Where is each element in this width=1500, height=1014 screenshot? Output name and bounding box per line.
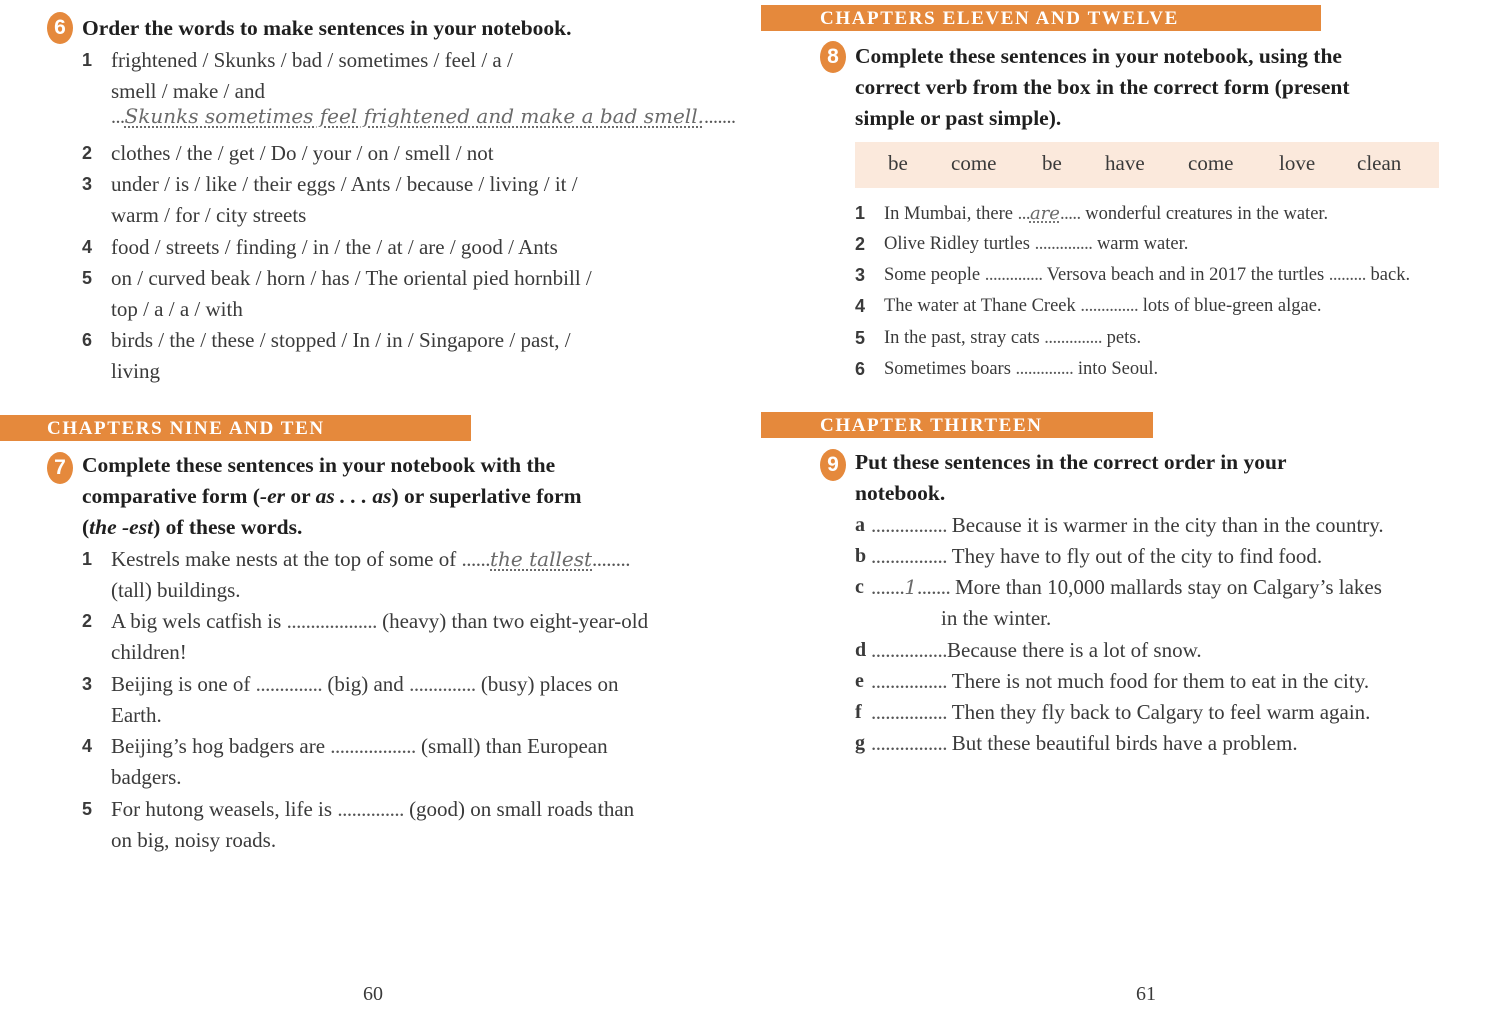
exercise-8-instruction-3: simple or past simple). — [855, 106, 1062, 130]
item-number: 3 — [82, 674, 93, 694]
ex6-example-answer: ...Skunks sometimes feel frightened and make a bad smell........ — [111, 104, 736, 128]
chapter-banner-nine-ten: CHAPTERS NINE AND TEN — [0, 415, 471, 441]
verb-option: clean — [1357, 151, 1402, 175]
ex8-item-5 — [855, 323, 1475, 355]
verb-option: come — [951, 151, 997, 175]
exercise-7-instruction-2: comparative form (-er or as . . . as) or superlative form — [82, 484, 582, 508]
item-number: 1 — [82, 50, 93, 70]
item-line: in the winter. — [941, 606, 1052, 630]
item-line: on / curved beak / horn / has / The oriental pied hornbill / — [111, 266, 592, 290]
chapter-banner-thirteen: CHAPTER THIRTEEN — [761, 412, 1153, 438]
item-line: For hutong weasels, life is .............. (good) on small roads than — [111, 797, 635, 821]
item-line: Olive Ridley turtles .............. warm water. — [884, 234, 1189, 254]
exercise-6-instruction: Order the words to make sentences in your notebook. — [82, 16, 572, 40]
item-number: 6 — [855, 359, 866, 379]
item-line: The water at Thane Creek .............. lots of blue-green algae. — [884, 296, 1322, 316]
ex6-item-5 — [82, 263, 702, 327]
item-letter: d — [855, 639, 867, 661]
exercise-6-number: 6 — [47, 12, 73, 44]
ex6-item-6 — [82, 325, 702, 389]
item-number: 5 — [855, 328, 866, 348]
ex9-item-d — [855, 635, 1455, 667]
item-line: Beijing’s hog badgers are .................. (small) than European — [111, 734, 608, 758]
ex9-item-e — [855, 666, 1455, 698]
item-line: (tall) buildings. — [111, 578, 241, 602]
item-line: smell / make / and — [111, 79, 265, 103]
ex8-item-3 — [855, 260, 1475, 292]
item-letter: b — [855, 545, 867, 567]
item-number: 4 — [855, 296, 866, 316]
answer-text: the tallest — [490, 547, 593, 571]
answer-text: are — [1029, 203, 1060, 224]
item-number: 2 — [855, 234, 866, 254]
item-number: 4 — [82, 736, 93, 756]
verb-option: have — [1105, 151, 1145, 175]
ex6-item-2 — [82, 138, 702, 170]
item-line: .......1....... More than 10,000 mallards stay on Calgary’s lakes — [871, 575, 1382, 599]
item-letter: g — [855, 732, 865, 754]
verb-option: be — [888, 151, 908, 175]
item-number: 3 — [82, 174, 93, 194]
ex7-item-1 — [82, 544, 702, 608]
verb-option: be — [1042, 151, 1062, 175]
item-letter: a — [855, 514, 865, 536]
item-line: children! — [111, 640, 187, 664]
item-line: A big wels catfish is ................... (heavy) than two eight-year-old — [111, 609, 649, 633]
ex9-item-a — [855, 510, 1455, 542]
item-line: ................ They have to fly out of the city to find food. — [871, 544, 1323, 568]
exercise-8-instruction-1: Complete these sentences in your notebook, using the — [855, 44, 1342, 68]
item-number: 1 — [82, 549, 93, 569]
item-line: ................Because there is a lot of snow. — [871, 638, 1202, 662]
item-line: Earth. — [111, 703, 162, 727]
item-line: badgers. — [111, 765, 182, 789]
item-number: 2 — [82, 143, 93, 163]
item-line: living — [111, 359, 161, 383]
ex6-item-4 — [82, 232, 702, 264]
ex9-item-g — [855, 728, 1455, 760]
ex9-item-f — [855, 697, 1455, 729]
item-line: ................ There is not much food for them to eat in the city. — [871, 669, 1370, 693]
item-number: 5 — [82, 799, 93, 819]
page-number-left: 60 — [363, 983, 383, 1005]
item-line: frightened / Skunks / bad / sometimes / feel / a / — [111, 48, 513, 72]
item-line: Kestrels make nests at the top of some of ......the tallest........ — [111, 547, 631, 571]
item-line: top / a / a / with — [111, 297, 243, 321]
ex6-item-1 — [82, 45, 702, 109]
ex7-item-5 — [82, 794, 702, 858]
item-line: clothes / the / get / Do / your / on / smell / not — [111, 141, 494, 165]
item-letter: f — [855, 701, 862, 723]
item-letter: c — [855, 576, 864, 598]
item-line: ................ But these beautiful birds have a problem. — [871, 731, 1298, 755]
item-line: ................ Because it is warmer in the city than in the country. — [871, 513, 1384, 537]
item-number: 4 — [82, 237, 93, 257]
item-line: ................ Then they fly back to Calgary to feel warm again. — [871, 700, 1371, 724]
ex7-item-2 — [82, 606, 702, 670]
item-number: 5 — [82, 268, 93, 288]
item-number: 2 — [82, 611, 93, 631]
item-line: under / is / like / their eggs / Ants / because / living / it / — [111, 172, 578, 196]
item-line: Beijing is one of .............. (big) and .............. (busy) places on — [111, 672, 619, 696]
exercise-9-instruction-1: Put these sentences in the correct order in your — [855, 450, 1287, 474]
item-line: In the past, stray cats .............. pets. — [884, 328, 1142, 348]
item-number: 6 — [82, 330, 93, 350]
item-line: In Mumbai, there ...are..... wonderful creatures in the water. — [884, 203, 1329, 224]
item-line: warm / for / city streets — [111, 203, 307, 227]
item-line: Some people .............. Versova beach and in 2017 the turtles ......... back. — [884, 265, 1411, 285]
item-line: birds / the / these / stopped / In / in / Singapore / past, / — [111, 328, 571, 352]
ex9-item-c — [855, 572, 1455, 636]
ex8-item-2 — [855, 229, 1475, 261]
answer-text: Skunks sometimes feel frightened and make a bad smell. — [124, 104, 704, 128]
chapter-banner-eleven-twelve: CHAPTERS ELEVEN AND TWELVE — [761, 5, 1321, 31]
item-letter: e — [855, 670, 864, 692]
ex8-item-1 — [855, 198, 1475, 230]
ex6-item-3 — [82, 169, 702, 233]
exercise-9-instruction-2: notebook. — [855, 481, 946, 505]
ex9-item-b — [855, 541, 1455, 573]
exercise-8-number: 8 — [820, 41, 846, 73]
exercise-8-instruction-2: correct verb from the box in the correct form (present — [855, 75, 1350, 99]
item-line: food / streets / finding / in / the / at / are / good / Ants — [111, 235, 558, 259]
item-line: Sometimes boars .............. into Seoul. — [884, 359, 1159, 379]
ex8-item-6 — [855, 354, 1475, 386]
ex7-item-3 — [82, 669, 702, 733]
verb-option: love — [1279, 151, 1316, 175]
page-number-right: 61 — [1136, 983, 1156, 1005]
verb-box — [855, 142, 1439, 188]
exercise-9-number: 9 — [820, 449, 846, 481]
item-number: 1 — [855, 203, 866, 223]
item-number: 3 — [855, 265, 866, 285]
verb-option: come — [1188, 151, 1234, 175]
item-line: on big, noisy roads. — [111, 828, 277, 852]
exercise-7-instruction-1: Complete these sentences in your notebook with the — [82, 453, 556, 477]
answer-text: 1 — [904, 575, 917, 599]
exercise-7-instruction-3: (the -est) of these words. — [82, 515, 303, 539]
exercise-7-number: 7 — [47, 452, 73, 484]
ex7-item-4 — [82, 731, 702, 795]
ex8-item-4 — [855, 291, 1475, 323]
